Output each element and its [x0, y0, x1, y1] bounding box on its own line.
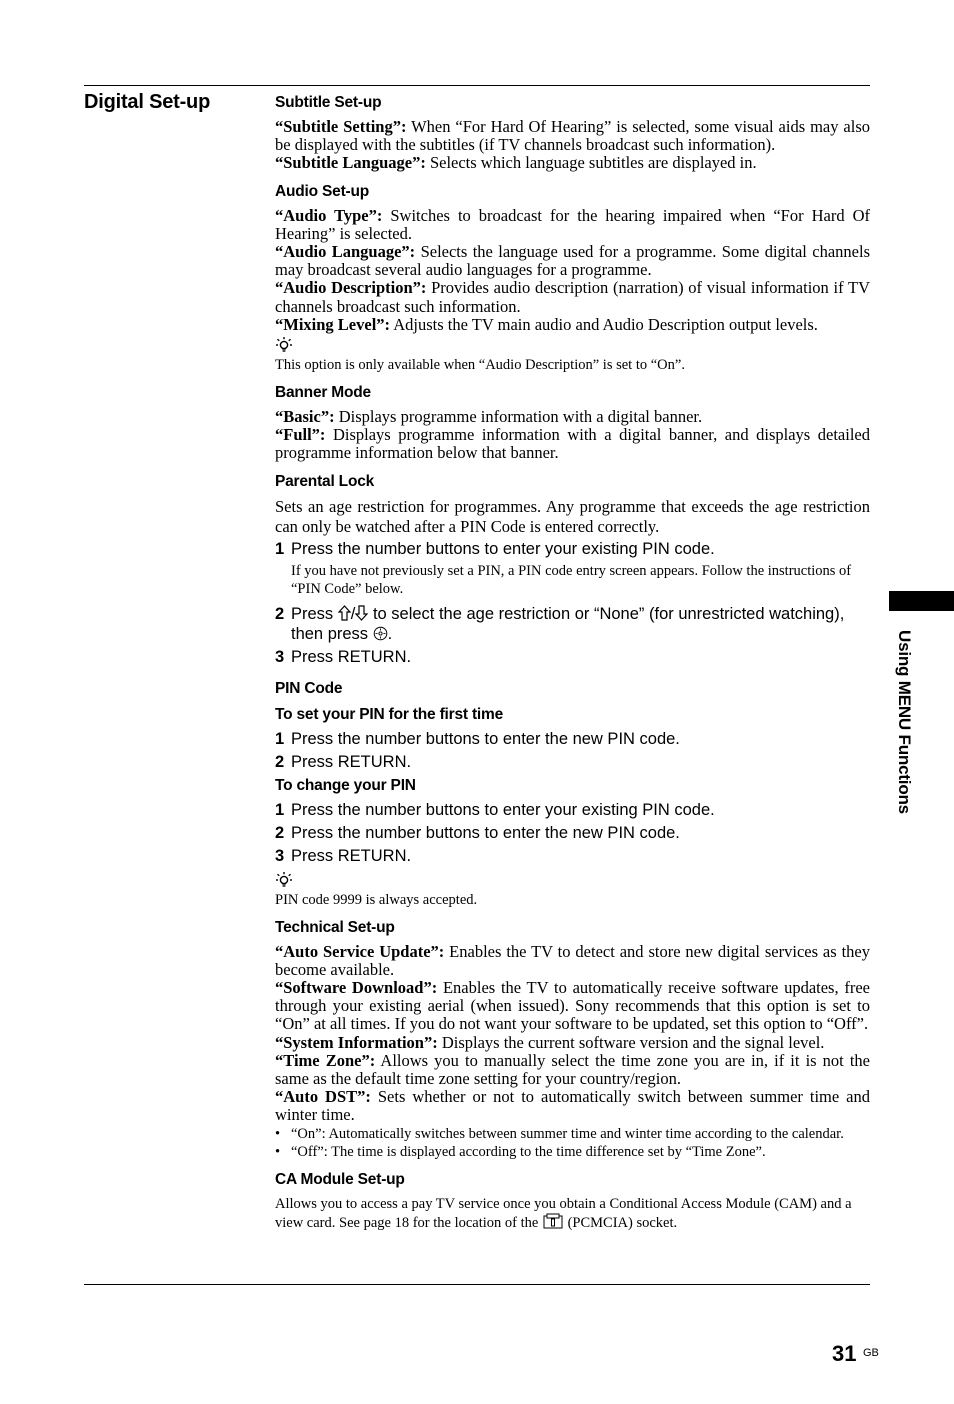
auto-service-update-item — [275, 943, 870, 979]
mixing-level-item — [275, 316, 870, 334]
ca-module-text — [275, 1195, 870, 1232]
subtitle-language-item — [275, 154, 870, 172]
item-term: “Mixing Level”: — [275, 314, 391, 334]
lightbulb-icon — [275, 869, 870, 891]
step-text: Press RETURN. — [291, 752, 412, 771]
list-item — [275, 1143, 870, 1161]
pin-change-step-1 — [275, 800, 870, 820]
item-term: “Audio Language”: — [275, 242, 416, 262]
audio-language-item — [275, 243, 870, 279]
banner-full-item — [275, 426, 870, 462]
item-text: Allows you to manually select the time zone you are in, if it is not the same as the default time zone setting for your country/region. — [275, 1050, 870, 1089]
page-number: 31 — [832, 1341, 857, 1366]
step-text: Press — [291, 604, 338, 623]
parental-lock-intro: Sets an age restriction for programmes. Any programme that exceeds the age restriction can only be watched after a PIN Code is entered correctly. — [275, 496, 870, 536]
step-text: Press the number buttons to enter the new PIN code. — [291, 729, 680, 748]
parental-step-1 — [275, 539, 870, 559]
item-text: Switches to broadcast for the hearing impaired when “For Hard Of Hearing” is selected. — [275, 205, 870, 243]
audio-description-item — [275, 279, 870, 315]
parental-step-2: 2 Press / to select the age restriction or “None” (for unrestricted watching), then press . — [275, 604, 845, 643]
bullet-marker: • — [275, 1125, 281, 1142]
content-column — [275, 92, 870, 1232]
item-text: Provides audio description (narration) of visual information if TV channels broadcast such information. — [275, 278, 871, 316]
step-number: 2 — [275, 752, 285, 771]
item-text: Selects the language used for a programme. Some digital channels may broadcast several audio languages for a programme. — [275, 242, 870, 280]
pin-first-time-heading: To set your PIN for the first time — [275, 705, 504, 723]
subtitle-setup-heading: Subtitle Set-up — [275, 94, 382, 111]
banner-basic-item — [275, 408, 870, 426]
ca-text-part: (PCMCIA) socket. — [563, 1214, 678, 1231]
step-number: 2 — [275, 823, 285, 842]
item-text: Displays programme information with a digital banner, and displays detailed programme information below that banner. — [275, 425, 870, 463]
item-term: “Subtitle Language”: — [275, 153, 426, 173]
step-text: Press RETURN. — [291, 846, 412, 865]
item-term: “Auto DST”: — [275, 1087, 371, 1107]
item-text: Enables the TV to automatically receive software updates, free through your existing aerial (when issued). Sony recommends that this option is set to “On” at all times. If you do not want your software to be updated, set this option to “Off”. — [275, 978, 870, 1034]
parental-step-1-note: If you have not previously set a PIN, a PIN code entry screen appears. Follow the instructions of “PIN Code” below. — [291, 562, 852, 597]
down-arrow-icon — [355, 605, 368, 621]
technical-setup-heading: Technical Set-up — [275, 918, 395, 936]
step-number: 1 — [275, 800, 285, 819]
item-text: Enables the TV to detect and store new digital services as they become available. — [275, 941, 870, 979]
step-number: 1 — [275, 729, 285, 748]
bullet-text: “Off”: The time is displayed according to the time difference set by “Time Zone”. — [291, 1143, 766, 1160]
step-number: 3 — [275, 846, 285, 865]
auto-dst-item — [275, 1088, 870, 1124]
system-information-item — [275, 1034, 870, 1052]
bullet-text: “On”: Automatically switches between summer time and winter time according to the calendar. — [291, 1125, 844, 1142]
bullet-marker: • — [275, 1143, 281, 1160]
step-number: 1 — [275, 539, 285, 558]
pin-change-heading: To change your PIN — [275, 776, 416, 794]
item-text: Selects which language subtitles are displayed in. — [425, 153, 757, 173]
pin-first-step-1 — [275, 729, 870, 749]
subtitle-setting-item — [275, 118, 870, 154]
step-text: . — [387, 624, 393, 643]
parental-step-3 — [275, 647, 870, 667]
audio-setup-heading: Audio Set-up — [275, 182, 370, 200]
item-term: “Subtitle Setting”: — [275, 117, 407, 136]
pin-change-step-3 — [275, 846, 870, 866]
item-term: “Auto Service Update”: — [275, 941, 445, 961]
item-text: When “For Hard Of Hearing” is selected, some visual aids may also be displayed with the subtitles (if TV channels broadcast such information). — [275, 117, 870, 155]
top-rule — [84, 85, 870, 86]
ca-module-heading: CA Module Set-up — [275, 1170, 405, 1188]
item-term: “Basic”: — [275, 407, 335, 427]
up-arrow-icon — [338, 605, 351, 621]
lightbulb-icon — [275, 334, 870, 356]
item-term: “Full”: — [275, 425, 326, 445]
pin-change-step-2 — [275, 823, 870, 843]
software-download-item — [275, 979, 870, 1034]
item-text: Adjusts the TV main audio and Audio Description output levels. — [390, 314, 818, 334]
step-text: to select the age restriction or “None” (for unrestricted watching), then press — [291, 604, 845, 643]
section-title: Digital Set-up — [84, 91, 211, 113]
ok-button-icon — [373, 626, 388, 641]
item-term: “Audio Type”: — [275, 205, 383, 225]
bottom-rule — [84, 1284, 870, 1285]
parental-lock-heading: Parental Lock — [275, 472, 375, 490]
pin-tip-text: PIN code 9999 is always accepted. — [275, 891, 478, 908]
item-text: Displays the current software version and the signal level. — [437, 1032, 825, 1052]
item-term: “Audio Description”: — [275, 278, 427, 298]
item-text: Displays programme information with a digital banner. — [334, 407, 703, 427]
step-text: Press the number buttons to enter your existing PIN code. — [291, 539, 715, 558]
step-number: 2 — [275, 604, 285, 623]
pcmcia-slot-icon — [542, 1213, 564, 1229]
chapter-side-label: Using MENU Functions — [895, 630, 914, 814]
page-region-code: GB — [863, 1347, 879, 1359]
ca-text-part: Allows you to access a pay TV service once you obtain a Conditional Access Module (CAM) and a view card. See page 18 for the location of the — [275, 1195, 852, 1231]
list-item — [275, 1125, 870, 1143]
audio-type-item — [275, 207, 870, 243]
step-text: Press the number buttons to enter the new PIN code. — [291, 823, 680, 842]
step-number: 3 — [275, 647, 285, 666]
time-zone-item — [275, 1052, 870, 1088]
item-term: “Software Download”: — [275, 978, 438, 998]
audio-tip-text: This option is only available when “Audio Description” is set to “On”. — [275, 357, 685, 374]
item-text: Sets whether or not to automatically switch between summer time and winter time. — [275, 1087, 870, 1125]
step-text: Press the number buttons to enter your existing PIN code. — [291, 800, 715, 819]
chapter-tab-marker — [889, 591, 954, 611]
step-text: Press RETURN. — [291, 647, 412, 666]
banner-mode-heading: Banner Mode — [275, 384, 371, 402]
item-term: “Time Zone”: — [275, 1050, 376, 1070]
pin-first-step-2 — [275, 752, 870, 772]
pin-code-heading: PIN Code — [275, 679, 343, 697]
item-term: “System Information”: — [275, 1032, 438, 1052]
